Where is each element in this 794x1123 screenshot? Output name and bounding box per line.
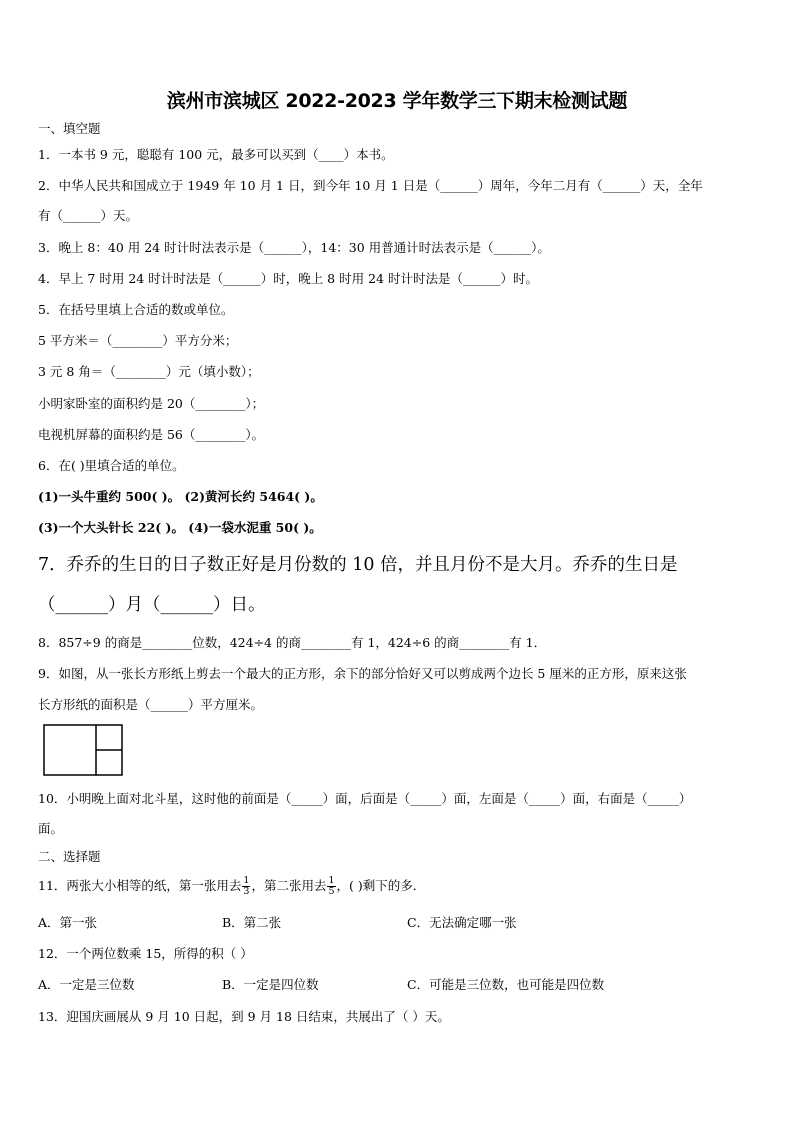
question-11-option-a: A．第一张 bbox=[38, 915, 98, 930]
page-title: 滨州市滨城区 2022-2023 学年数学三下期末检测试题 bbox=[166, 90, 628, 112]
question-11-text-3: ，( )剩下的多． bbox=[336, 878, 426, 893]
question-10-line-2: 面。 bbox=[38, 821, 64, 836]
question-2-line-1: 2．中华人民共和国成立于 1949 年 10 月 1 日，到今年 10 月 1 日是（______）周年，今年二月有（______）天，全年 bbox=[38, 178, 703, 193]
fraction-denominator: 5 bbox=[328, 886, 335, 897]
question-12-option-b: B．一定是四位数 bbox=[222, 977, 319, 992]
question-6: 6．在( )里填合适的单位。 bbox=[38, 458, 185, 473]
question-11 bbox=[38, 876, 425, 897]
question-2-line-2: 有（______）天。 bbox=[38, 208, 139, 223]
question-5-item-2: 3 元 8 角＝（________）元（填小数）； bbox=[38, 364, 260, 379]
question-6-items-1: (1)一头牛重约 500( )。 (2)黄河长约 5464( )。 bbox=[38, 489, 323, 504]
question-7-line-1: 7．乔乔的生日的日子数正好是月份数的 10 倍，并且月份不是大月。乔乔的生日是 bbox=[38, 555, 678, 575]
question-5-item-4: 电视机屏幕的面积约是 56（________）。 bbox=[38, 427, 265, 442]
question-9-line-1: 9．如图，从一张长方形纸上剪去一个最大的正方形，余下的部分恰好又可以剪成两个边长 5 厘米的正方形，原来这张 bbox=[38, 666, 687, 681]
question-11-option-c: C．无法确定哪一张 bbox=[407, 915, 517, 930]
question-10-line-1: 10．小明晚上面对北斗星，这时他的前面是（_____）面，后面是（_____）面，左面是（_____）面，右面是（_____） bbox=[38, 791, 692, 806]
question-11-text-2: ，第二张用去 bbox=[251, 878, 327, 893]
fraction-one-third bbox=[242, 876, 250, 897]
question-5-item-1: 5 平方米＝（________）平方分米； bbox=[38, 333, 238, 348]
question-8: 8．857÷9 的商是________位数，424÷4 的商________有 1，424÷6 的商________有 1． bbox=[38, 635, 547, 650]
fraction-numerator: 1 bbox=[243, 875, 250, 886]
fraction-denominator: 3 bbox=[243, 886, 250, 897]
question-9-line-2: 长方形纸的面积是（______）平方厘米。 bbox=[38, 697, 264, 712]
question-12-option-c: C．可能是三位数，也可能是四位数 bbox=[407, 977, 605, 992]
fraction-one-fifth bbox=[327, 876, 335, 897]
question-6-items-2: (3)一个大头针长 22( )。 (4)一袋水泥重 50( )。 bbox=[38, 520, 322, 535]
question-7-line-2: （______）月（______）日。 bbox=[38, 595, 266, 615]
fraction-numerator: 1 bbox=[328, 875, 335, 886]
question-1: 1．一本书 9 元，聪聪有 100 元，最多可以买到（____）本书。 bbox=[38, 147, 394, 162]
question-12-option-a: A．一定是三位数 bbox=[38, 977, 135, 992]
question-5: 5．在括号里填上合适的数或单位。 bbox=[38, 302, 234, 317]
rectangle-figure bbox=[43, 724, 123, 776]
question-11-option-b: B．第二张 bbox=[222, 915, 282, 930]
question-11-text-1: 11．两张大小相等的纸，第一张用去 bbox=[38, 878, 242, 893]
question-12: 12．一个两位数乘 15，所得的积（ ） bbox=[38, 946, 253, 961]
section-heading-multiple-choice: 二、选择题 bbox=[38, 849, 101, 864]
section-heading-fill-blank: 一、填空题 bbox=[38, 121, 101, 136]
question-4: 4．早上 7 时用 24 时计时法是（______）时，晚上 8 时用 24 时计时法是（______）时。 bbox=[38, 271, 538, 286]
question-3: 3．晚上 8：40 用 24 时计时法表示是（______），14：30 用普通计时法表示是（______）。 bbox=[38, 240, 550, 255]
question-13: 13．迎国庆画展从 9 月 10 日起，到 9 月 18 日结束，共展出了（ ）天。 bbox=[38, 1009, 450, 1024]
question-5-item-3: 小明家卧室的面积约是 20（________）； bbox=[38, 396, 265, 411]
